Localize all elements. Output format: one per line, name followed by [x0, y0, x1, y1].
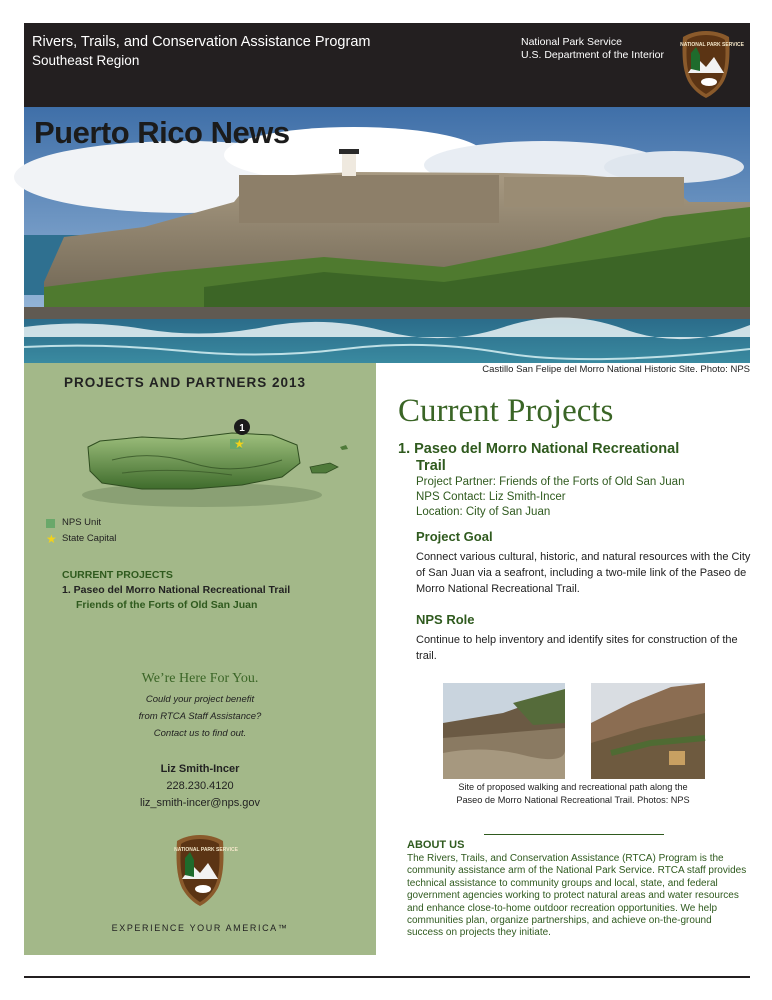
header-logo-text: NATIONAL PARK SERVICE	[680, 42, 744, 48]
map-legend	[46, 515, 116, 547]
site-photo-left	[443, 683, 565, 779]
project-title-line-2: Trail	[416, 458, 446, 474]
svg-text:★: ★	[234, 437, 245, 451]
sidebar-current-item: 1. Paseo del Morro National Recreational Trail	[62, 584, 291, 596]
puerto-rico-map	[82, 415, 362, 515]
photo-caption-line-1: Site of proposed walking and recreational path along the	[458, 782, 688, 792]
sidebar-current-partner: Friends of the Forts of Old San Juan	[76, 599, 258, 611]
sidebar-heading: PROJECTS AND PARTNERS 2013	[64, 375, 307, 390]
map-marker-label: 1	[239, 423, 245, 434]
region-name: Southeast Region	[32, 53, 140, 68]
legend-state-capital	[46, 531, 116, 547]
project-location: Location: City of San Juan	[416, 506, 551, 518]
project-goal-heading: Project Goal	[416, 529, 493, 544]
project-contact: NPS Contact: Liz Smith-Incer	[416, 491, 566, 503]
question-line-2: from RTCA Staff Assistance?	[138, 711, 262, 722]
nps-arrowhead-logo	[172, 833, 238, 907]
legend-nps-unit	[46, 515, 116, 531]
hero-image	[24, 107, 750, 363]
contact-email[interactable]: liz_smith-incer@nps.gov	[140, 797, 260, 809]
photo-caption-line-2: Paseo de Morro National Recreational Trail. Photos: NPS	[456, 795, 690, 805]
newsletter-title: Puerto Rico News	[34, 115, 290, 150]
question-line-1: Could your project benefit	[145, 694, 255, 705]
section-divider	[484, 834, 664, 835]
tagline: EXPERIENCE YOUR AMERICA™	[111, 923, 289, 933]
question-line-3: Contact us to find out.	[153, 728, 247, 739]
site-photo-right	[591, 683, 705, 779]
contact-phone: 228.230.4120	[166, 780, 234, 792]
legend-nps-unit-label: NPS Unit	[62, 517, 102, 528]
star-icon: ★	[46, 532, 57, 546]
project-title-line-1: 1. Paseo del Morro National Recreational	[398, 441, 680, 457]
project-goal-text: Connect various cultural, historic, and natural resources with the City of San Juan via a seafront, including a two-mile link of the Paseo de Morro National Recreational Trail.	[416, 551, 751, 595]
department-name: U.S. Department of the Interior	[521, 49, 664, 61]
hero-caption: Castillo San Felipe del Morro National Historic Site. Photo: NPS	[482, 364, 750, 375]
nps-arrowhead-logo	[678, 29, 744, 99]
sidebar-logo-text: NATIONAL PARK SERVICE	[174, 847, 238, 853]
legend-state-capital-label: State Capital	[62, 533, 117, 544]
nps-unit-swatch	[46, 519, 55, 528]
current-projects-title: Current Projects	[398, 393, 614, 429]
about-us-text: The Rivers, Trails, and Conservation Assistance (RTCA) Program is the community assistance arm of the National Park Service. RTCA staff provides technical assistance to community groups and local, state, and federal government agencies working to protect natural areas and water resources and enhance close-to-home outdoor recreation opportunities. We help communities plan, organize partnerships, and achieve on-the-ground success on projects they initiate.	[407, 853, 747, 939]
program-name: Rivers, Trails, and Conservation Assistance Program	[32, 34, 371, 50]
agency-name: National Park Service	[521, 36, 622, 48]
contact-name: Liz Smith-Incer	[160, 763, 240, 775]
nps-role-heading: NPS Role	[416, 612, 475, 627]
project-partner: Project Partner: Friends of the Forts of Old San Juan	[416, 476, 685, 488]
sidebar-current-heading: CURRENT PROJECTS	[62, 569, 173, 581]
header-bar	[24, 23, 750, 107]
about-us-heading: ABOUT US	[407, 839, 465, 851]
bottom-rule	[24, 976, 750, 978]
sidebar	[24, 363, 376, 955]
here-for-you-heading: We’re Here For You.	[141, 671, 259, 686]
nps-role-text: Continue to help inventory and identify sites for construction of the trail.	[416, 634, 738, 662]
